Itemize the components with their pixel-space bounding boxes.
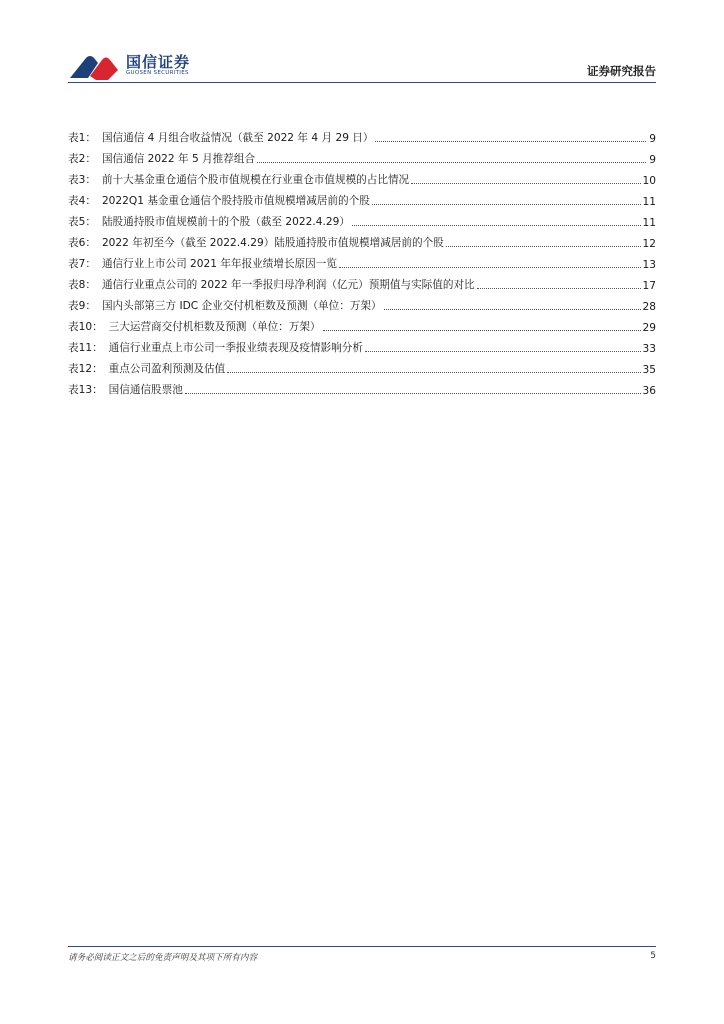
- toc-entry-title: 2022 年初至今（截至 2022.4.29）陆股通持股市值规模增减居前的个股: [101, 237, 444, 249]
- toc-entry[interactable]: [68, 250, 656, 271]
- toc-entry[interactable]: [68, 208, 656, 229]
- toc-entry[interactable]: [68, 313, 656, 334]
- guosen-logo: [68, 48, 208, 84]
- logo-mark-icon: [68, 52, 120, 82]
- toc-leader-dots: [339, 266, 641, 268]
- page-number: 5: [650, 951, 656, 961]
- toc-entry-page: 11: [642, 196, 656, 208]
- toc-entry-page: 17: [642, 280, 656, 292]
- toc-entry-title: 国信通信股票池: [108, 384, 183, 396]
- logo-english-name: GUOSEN SECURITIES: [126, 70, 189, 76]
- toc-entry-page: 13: [642, 259, 656, 271]
- toc-leader-dots: [477, 287, 641, 289]
- toc-entry-title: 2022Q1 基金重仓通信个股持股市值规模增减居前的个股: [101, 195, 370, 207]
- toc-entry-label: 表2：: [68, 153, 96, 165]
- toc-entry-label: 表12：: [68, 363, 103, 375]
- toc-entry[interactable]: [68, 145, 656, 166]
- toc-entry-label: 表4：: [68, 195, 96, 207]
- toc-entry-label: 表5：: [68, 216, 96, 228]
- toc-leader-dots: [372, 203, 641, 205]
- toc-entry[interactable]: [68, 124, 656, 145]
- toc-entry-page: 35: [642, 364, 656, 376]
- toc-entry-page: 9: [649, 133, 656, 145]
- toc-entry-label: 表13：: [68, 384, 103, 396]
- toc-entry-page: 28: [642, 301, 656, 313]
- toc-leader-dots: [227, 371, 640, 373]
- toc-entry-title: 通信行业重点上市公司一季报业绩表现及疫情影响分析: [108, 342, 363, 354]
- toc-entry[interactable]: [68, 229, 656, 250]
- toc-entry[interactable]: [68, 187, 656, 208]
- footer-divider: [68, 946, 656, 947]
- toc-entry-page: 33: [642, 343, 656, 355]
- toc-entry-label: 表1：: [68, 132, 96, 144]
- toc-entry-title: 国信通信 2022 年 5 月推荐组合: [101, 153, 256, 165]
- table-of-tables: [68, 124, 656, 397]
- toc-entry-page: 36: [642, 385, 656, 397]
- toc-leader-dots: [446, 245, 641, 247]
- toc-leader-dots: [257, 161, 646, 163]
- disclaimer-note: 请务必阅读正文之后的免责声明及其项下所有内容: [68, 953, 258, 963]
- toc-entry-page: 29: [642, 322, 656, 334]
- toc-entry-title: 通信行业上市公司 2021 年年报业绩增长原因一览: [101, 258, 337, 270]
- logo-chinese-name: 国信证券: [126, 53, 191, 71]
- toc-leader-dots: [365, 350, 641, 352]
- toc-entry-label: 表9：: [68, 300, 96, 312]
- toc-entry-title: 前十大基金重仓通信个股市值规模在行业重仓市值规模的占比情况: [101, 174, 410, 186]
- toc-leader-dots: [323, 329, 641, 331]
- toc-leader-dots: [352, 224, 641, 226]
- toc-entry[interactable]: [68, 166, 656, 187]
- toc-entry-title: 国内头部第三方 IDC 企业交付机柜数及预测（单位：万架）: [101, 300, 382, 312]
- toc-entry-page: 10: [642, 175, 656, 187]
- toc-entry-title: 国信通信 4 月组合收益情况（截至 2022 年 4 月 29 日）: [101, 132, 374, 144]
- toc-entry-title: 重点公司盈利预测及估值: [108, 363, 226, 375]
- toc-leader-dots: [411, 182, 640, 184]
- toc-entry-page: 12: [642, 238, 656, 250]
- toc-leader-dots: [384, 308, 641, 310]
- page-header: [68, 48, 656, 84]
- report-type-label: 证券研究报告: [587, 64, 656, 78]
- toc-entry[interactable]: [68, 334, 656, 355]
- toc-entry-title: 通信行业重点公司的 2022 年一季报归母净利润（亿元）预期值与实际值的对比: [101, 279, 475, 291]
- toc-entry-label: 表3：: [68, 174, 96, 186]
- toc-entry-page: 11: [642, 217, 656, 229]
- toc-entry-label: 表7：: [68, 258, 96, 270]
- toc-leader-dots: [185, 392, 641, 394]
- toc-entry[interactable]: [68, 355, 656, 376]
- toc-entry-title: 陆股通持股市值规模前十的个股（截至 2022.4.29）: [101, 216, 350, 228]
- toc-entry-label: 表10：: [68, 321, 103, 333]
- toc-entry[interactable]: [68, 376, 656, 397]
- toc-entry-title: 三大运营商交付机柜数及预测（单位：万架）: [108, 321, 321, 333]
- toc-entry-label: 表6：: [68, 237, 96, 249]
- toc-entry-label: 表11：: [68, 342, 103, 354]
- toc-entry[interactable]: [68, 292, 656, 313]
- toc-entry[interactable]: [68, 271, 656, 292]
- toc-entry-label: 表8：: [68, 279, 96, 291]
- header-divider: [68, 82, 656, 83]
- toc-leader-dots: [375, 140, 646, 142]
- toc-entry-page: 9: [649, 154, 656, 166]
